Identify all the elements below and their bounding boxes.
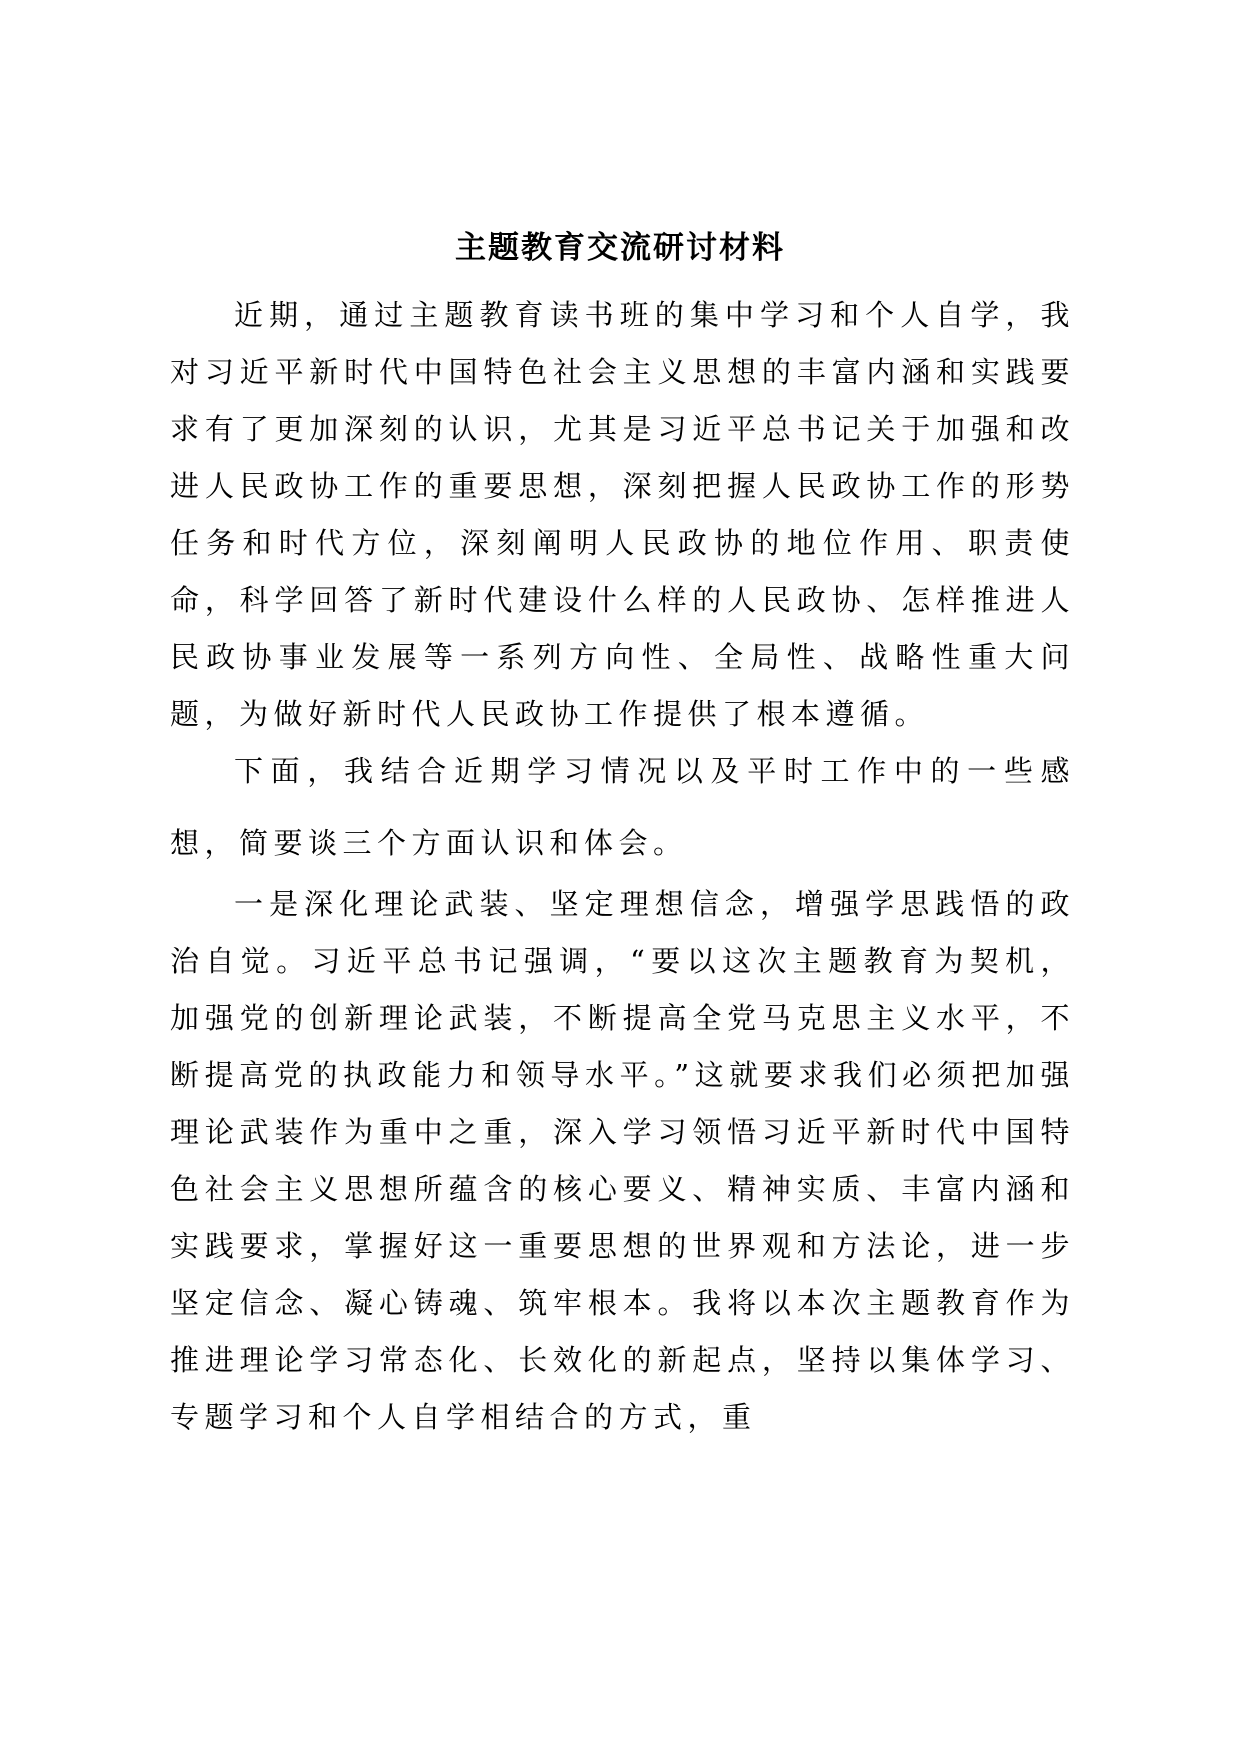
paragraph-intro: 近期，通过主题教育读书班的集中学习和个人自学，我对习近平新时代中国特色社会主义思想的丰富内涵和实践要求有了更加深刻的认识，尤其是习近平总书记关于加强和改进人民政协工作的重要思想，深刻把握人民政协工作的形势任务和时代方位，深刻阐明人民政协的地位作用、职责使命，科学回答了新时代建设什么样的人民政协、怎样推进人民政协事业发展等一系列方向性、全局性、战略性重大问题，为做好新时代人民政协工作提供了根本遵循。 <box>170 298 1075 731</box>
paragraph-point-one: 一是深化理论武装、坚定理想信念，增强学思践悟的政治自觉。习近平总书记强调，“要以这次主题教育为契机，加强党的创新理论武装，不断提高全党马克思主义水平，不断提高党的执政能力和领导水平。”这就要求我们必须把加强理论武装作为重中之重，深入学习领悟习近平新时代中国特色社会主义思想所蕴含的核心要义、精神实质、丰富内涵和实践要求，掌握好这一重要思想的世界观和方法论，进一步坚定信念、凝心铸魂、筑牢根本。我将以本次主题教育作为推进理论学习常态化、长效化的新起点，坚持以集体学习、专题学习和个人自学相结合的方式，重 <box>170 887 1075 1434</box>
paragraph-outline: 下面，我结合近期学习情况以及平时工作中的一些感想，简要谈三个方面认识和体会。 <box>170 754 1075 860</box>
document-title: 主题教育交流研讨材料 <box>455 230 785 266</box>
